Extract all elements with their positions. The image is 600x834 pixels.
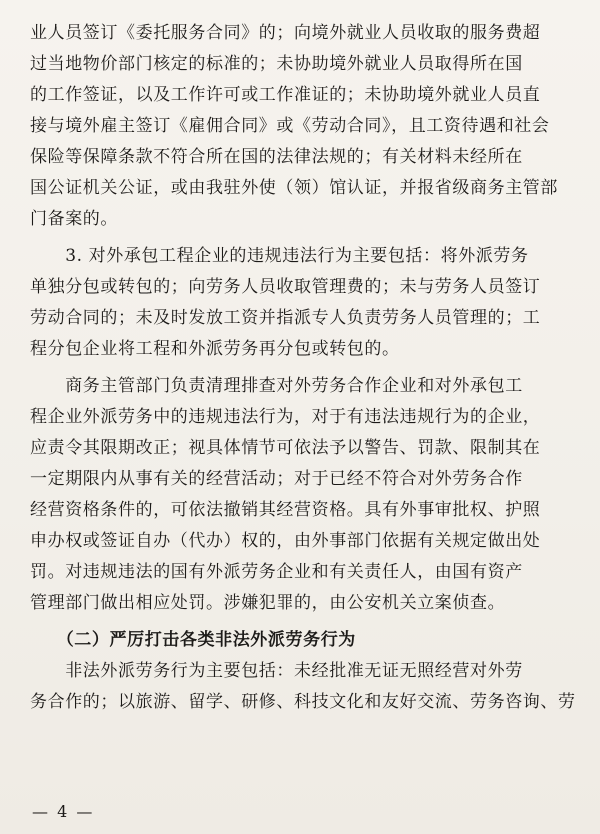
- section-heading: （二）严厉打击各类非法外派劳务行为: [30, 630, 356, 650]
- text-line: 申办权或签证自办（代办）权的，由外事部门依据有关规定做出处: [30, 531, 541, 551]
- text-line: 劳动合同的；未及时发放工资并指派专人负责劳务人员管理的；工: [30, 308, 541, 328]
- text-line: 程企业外派劳务中的违规违法行为，对于有违法违规行为的企业，: [30, 407, 541, 427]
- text-line: 管理部门做出相应处罚。涉嫌犯罪的，由公安机关立案侦查。: [30, 593, 506, 613]
- text-line: 程分包企业将工程和外派劳务再分包或转包的。: [30, 339, 400, 359]
- text-line: 罚。对违规违法的国有外派劳务企业和有关责任人，由国有资产: [30, 562, 523, 582]
- body-text: [30, 18, 576, 718]
- text-line: 保险等保障条款不符合所在国的法律法规的；有关材料未经所在: [30, 147, 523, 167]
- text-line: 应责令其限期改正；视具体情节可依法予以警告、罚款、限制其在: [30, 438, 541, 458]
- text-line: 国公证机关公证，或由我驻外使（领）馆认证，并报省级商务主管部: [30, 178, 558, 198]
- text-line: 3. 对外承包工程企业的违规违法行为主要包括：将外派劳务: [30, 246, 529, 266]
- text-line: 门备案的。: [30, 209, 118, 229]
- page-number: — 4 —: [32, 802, 95, 821]
- text-line: 一定期限内从事有关的经营活动；对于已经不符合对外劳务合作: [30, 469, 523, 489]
- text-line: 过当地物价部门核定的标准的；未协助境外就业人员取得所在国: [30, 54, 523, 74]
- text-line: 务合作的；以旅游、留学、研修、科技文化和友好交流、劳务咨询、劳: [30, 692, 576, 712]
- text-line: 非法外派劳务行为主要包括：未经批准无证无照经营对外劳: [30, 661, 523, 681]
- text-line: 接与境外雇主签订《雇佣合同》或《劳动合同》，且工资待遇和社会: [30, 116, 550, 136]
- text-line: 业人员签订《委托服务合同》的；向境外就业人员收取的服务费超: [30, 23, 541, 43]
- text-line: 的工作签证，以及工作许可或工作准证的；未协助境外就业人员直: [30, 85, 541, 105]
- text-line: 经营资格条件的，可依法撤销其经营资格。具有外事审批权、护照: [30, 500, 541, 520]
- text-line: 单独分包或转包的；向劳务人员收取管理费的；未与劳务人员签订: [30, 277, 541, 297]
- text-line: 商务主管部门负责清理排查对外劳务合作企业和对外承包工: [30, 376, 523, 396]
